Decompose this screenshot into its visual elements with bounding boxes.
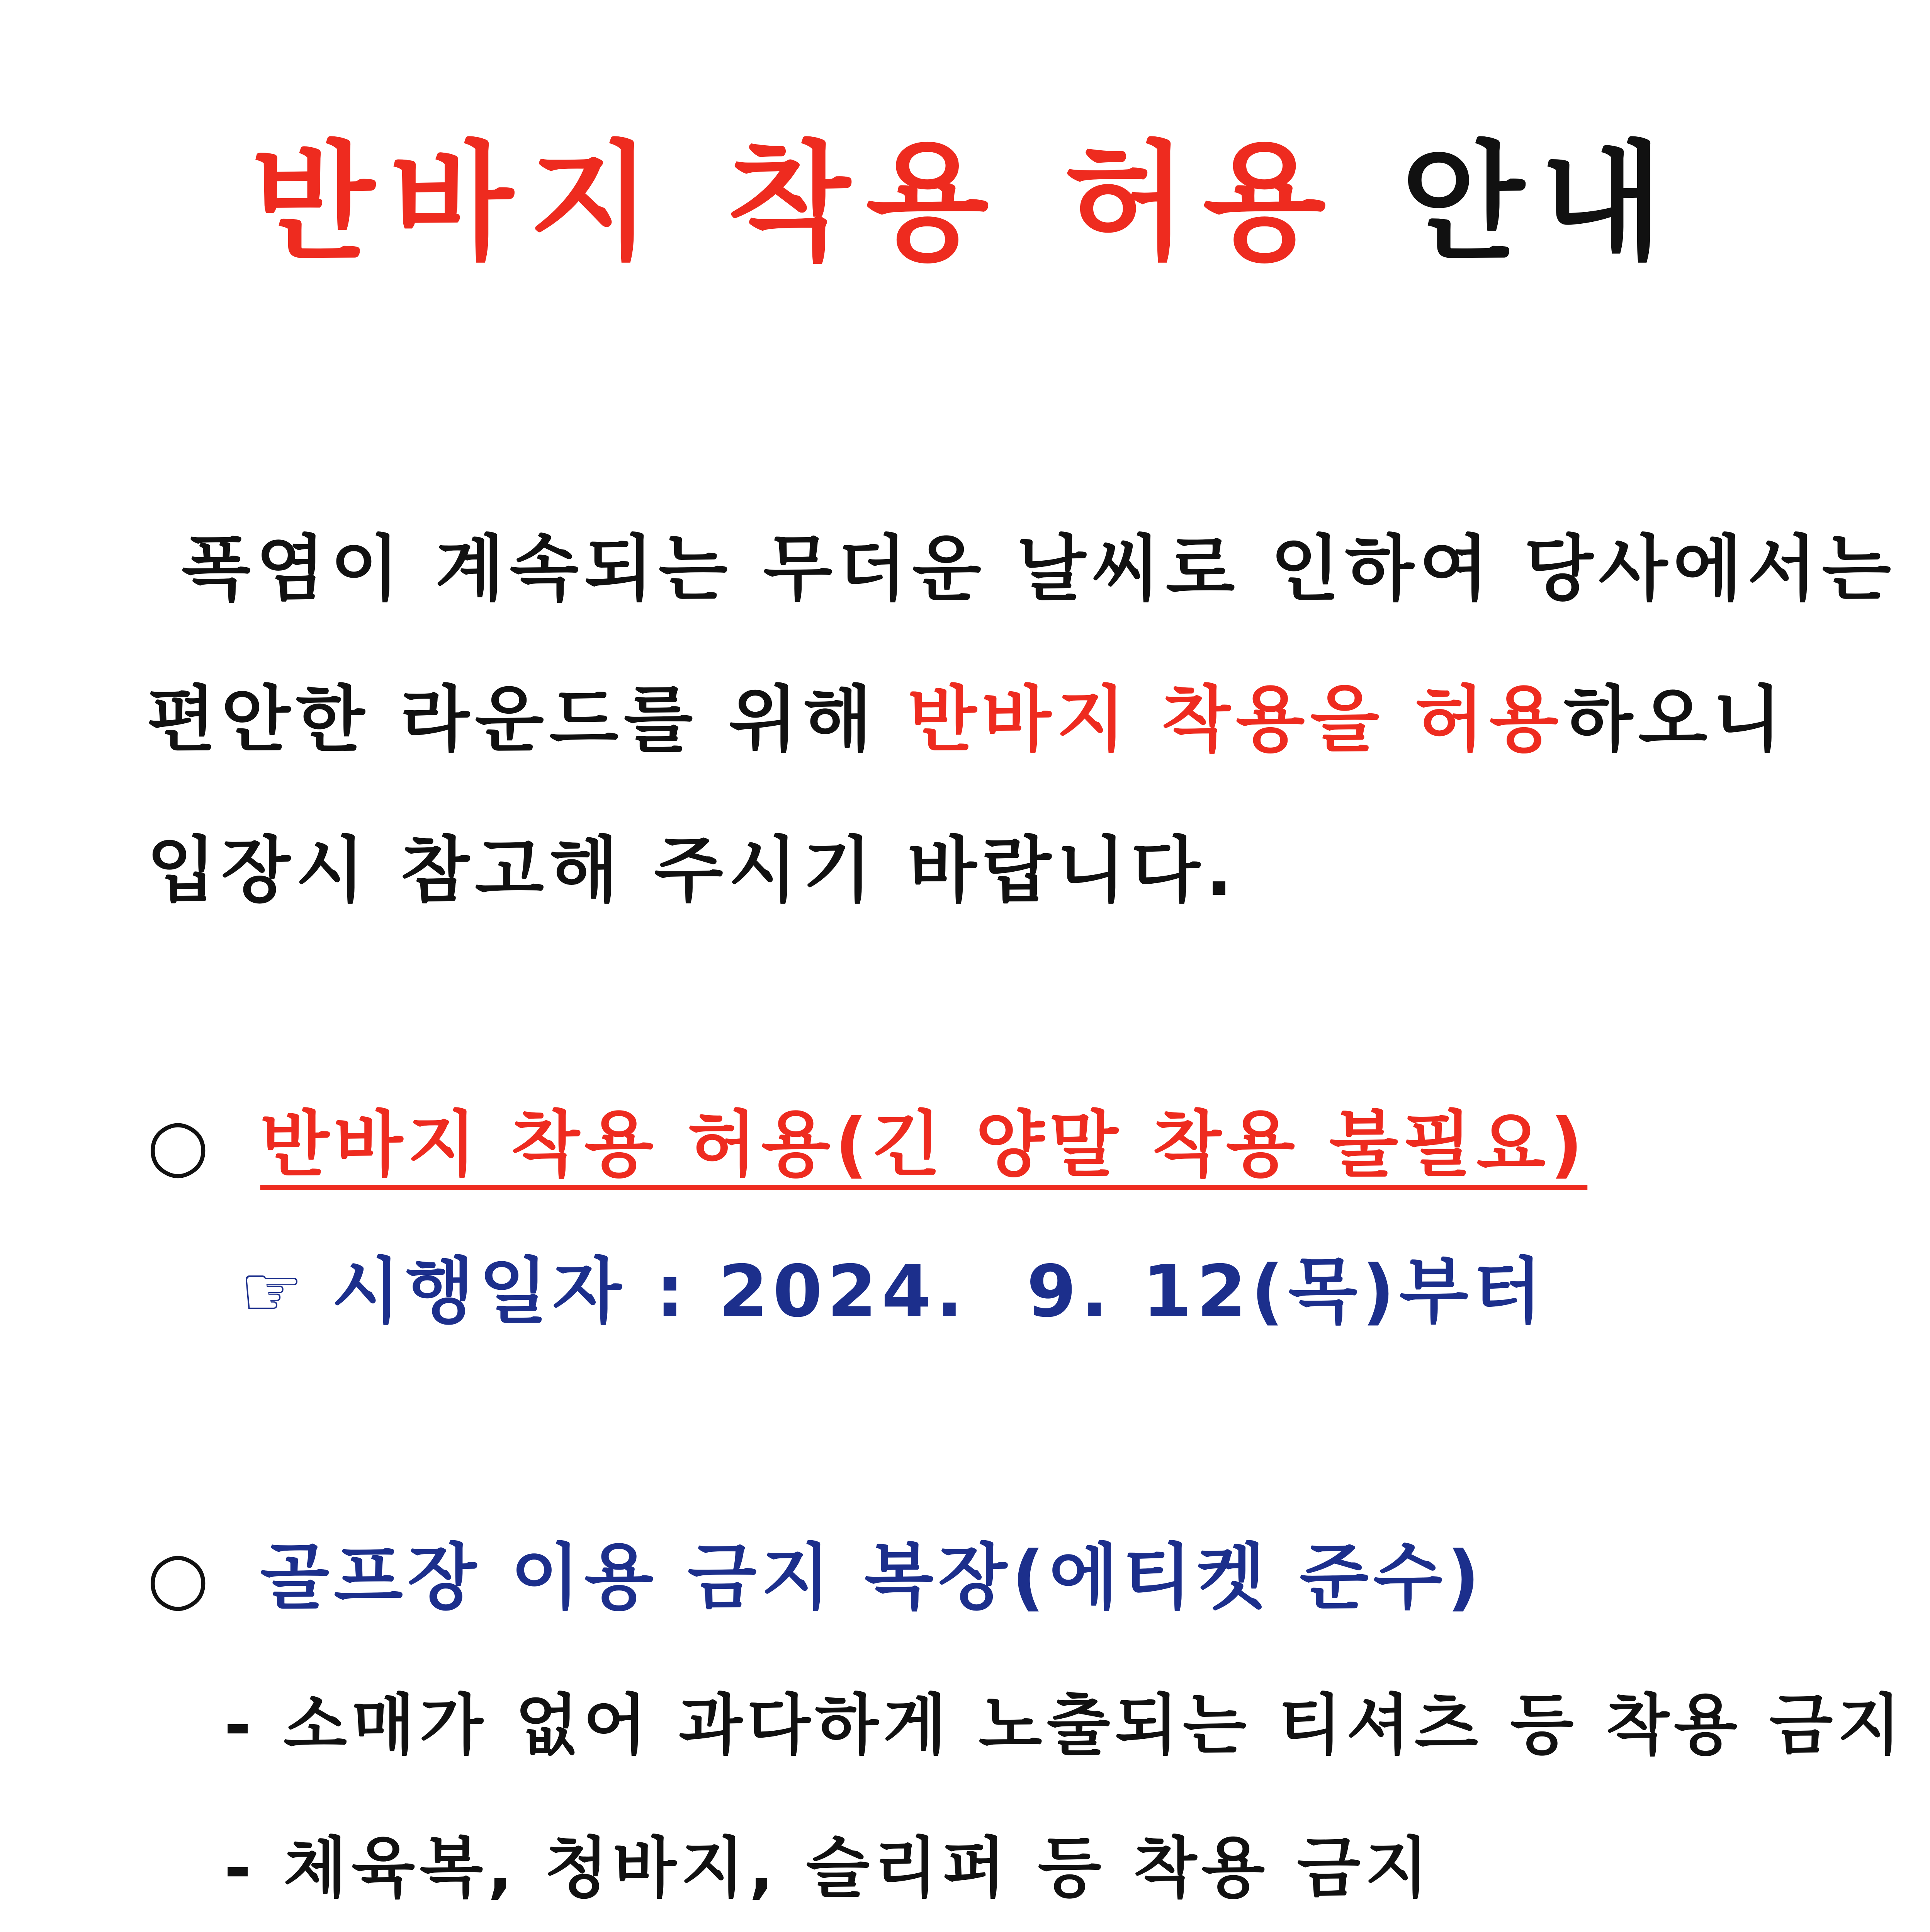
allowed-item-text: 반바지 착용 허용(긴 양말 착용 불필요) xyxy=(260,1103,1588,1186)
allowed-item xyxy=(147,1103,1588,1186)
paragraph-line-1: 폭염이 계속되는 무더운 날씨로 인하여 당사에서는 xyxy=(182,527,1896,611)
effective-date xyxy=(240,1250,1547,1333)
notice-title xyxy=(0,129,1930,277)
prohibited-item-text: 골프장 이용 금지 복장(에티켓 준수) xyxy=(260,1536,1485,1619)
title-suffix: 안내 xyxy=(1341,129,1679,277)
prohibited-rule-1: - 소매가 없어 과다하게 노출되는 티셔츠 등 착용 금지 xyxy=(224,1687,1906,1764)
prohibited-rule-2: - 체육복, 청바지, 슬리퍼 등 착용 금지 xyxy=(224,1830,1433,1906)
effective-date-text: 시행일자 : 2024. 9. 12(목)부터 xyxy=(331,1250,1547,1333)
paragraph-line-3: 입장시 참고해 주시기 바랍니다. xyxy=(147,828,1238,912)
prohibited-item xyxy=(147,1536,1485,1619)
paragraph-highlight: 반바지 착용을 허용 xyxy=(907,678,1564,761)
paragraph-line-2-suffix: 하오니 xyxy=(1564,678,1787,761)
title-highlight: 반바지 착용 허용 xyxy=(251,129,1342,277)
circle-bullet-icon: ○ xyxy=(147,1536,214,1619)
paragraph-line-2-prefix: 편안한 라운드를 위해 xyxy=(147,678,908,761)
circle-bullet-icon: ○ xyxy=(147,1103,214,1186)
pointing-hand-icon: ☞ xyxy=(240,1250,308,1333)
paragraph-line-2 xyxy=(147,678,1787,761)
